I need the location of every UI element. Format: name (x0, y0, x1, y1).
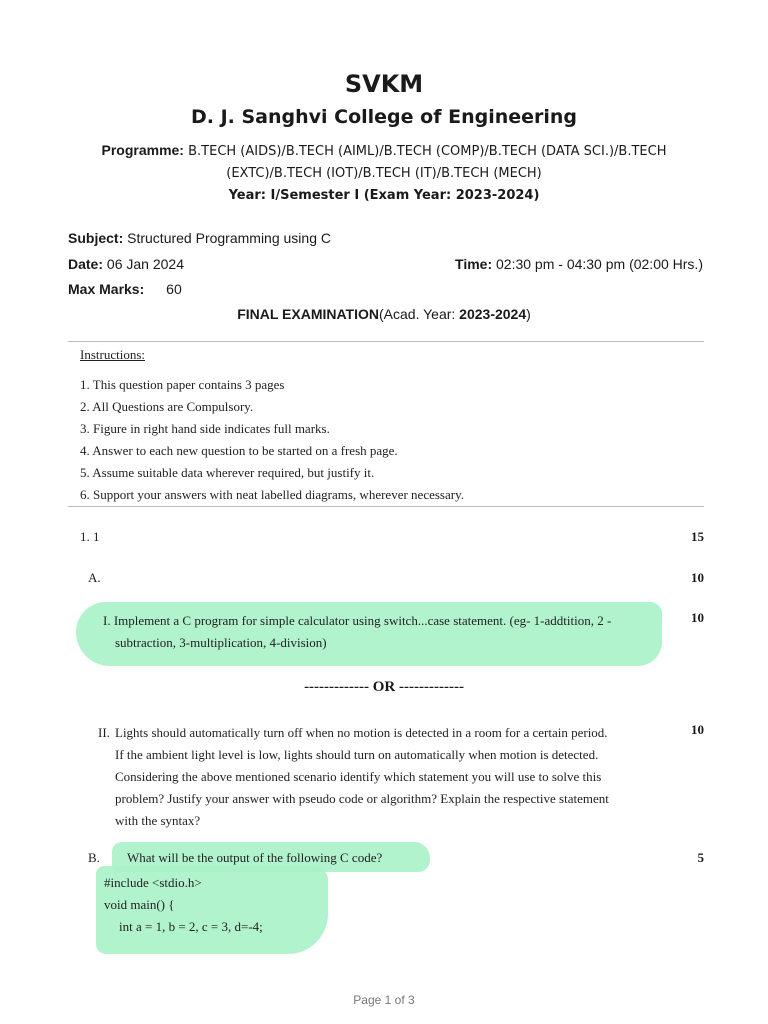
time-value: 02:30 pm - 04:30 pm (02:00 Hrs.) (496, 256, 703, 272)
instructions-list (80, 374, 464, 506)
subject-row (68, 230, 331, 246)
or-separator: ------------- OR ------------- (304, 679, 464, 695)
code-line: int a = 1, b = 2, c = 3, d=-4; (119, 919, 263, 934)
rule-top (68, 341, 704, 342)
date-row (68, 256, 184, 272)
max-marks-value: 60 (166, 281, 182, 297)
instructions-heading: Instructions: (80, 347, 145, 362)
question-i-line-2: subtraction, 3-multiplication, 4-division) (115, 635, 327, 650)
rule-bottom (68, 506, 704, 507)
date-value: 06 Jan 2024 (106, 256, 184, 272)
instruction-item: 3. Figure in right hand side indicates full marks. (80, 421, 330, 436)
instruction-item: 4. Answer to each new question to be started on a fresh page. (80, 443, 398, 458)
qb-label: B. (88, 850, 100, 865)
subject-label: Subject: (68, 230, 124, 246)
page-indicator: Page 1 of 3 (353, 993, 415, 1007)
qb-marks: 5 (697, 850, 704, 865)
qa-label: A. (88, 570, 101, 585)
max-marks-label: Max Marks: (68, 281, 145, 297)
code-line: void main() { (104, 897, 175, 912)
year-semester: Year: I/Semester I (Exam Year: 2023-2024) (228, 188, 540, 203)
code-block (104, 872, 263, 938)
qa-marks: 10 (691, 570, 704, 585)
programme-line-1: B.TECH (AIDS)/B.TECH (AIML)/B.TECH (COMP)/B.TECH (DATA SCI.)/B.TECH (188, 144, 667, 159)
programme (0, 139, 768, 185)
question-ii-line: If the ambient light level is low, lights should turn on automatically when motion is detected. (115, 747, 599, 762)
question-i-label: I. (103, 613, 111, 628)
question-ii-marks: 10 (691, 722, 704, 737)
q1-marks: 15 (691, 529, 704, 544)
instruction-item: 5. Assume suitable data wherever required, but justify it. (80, 465, 375, 480)
exam-acad-prefix: (Acad. Year: (379, 306, 460, 322)
instruction-item: 2. All Questions are Compulsory. (80, 399, 254, 414)
max-marks-row (68, 281, 182, 297)
instruction-item: 1. This question paper contains 3 pages (80, 377, 285, 392)
question-i (103, 610, 611, 654)
programme-line-2: (EXTC)/B.TECH (IOT)/B.TECH (IT)/B.TECH (MECH) (226, 166, 542, 181)
question-ii-line: with the syntax? (115, 813, 201, 828)
college-name: D. J. Sanghvi College of Engineering (190, 106, 578, 128)
exam-acad-suffix: ) (526, 306, 531, 322)
exam-acad-year: 2023-2024 (459, 306, 527, 322)
programme-label: Programme: (101, 142, 184, 158)
question-ii (98, 722, 658, 832)
exam-title-main: FINAL EXAMINATION (237, 306, 379, 322)
code-line: #include <stdio.h> (104, 875, 202, 890)
time-row (455, 256, 703, 272)
time-label: Time: (455, 256, 493, 272)
instruction-item: 6. Support your answers with neat labelled diagrams, wherever necessary. (80, 487, 464, 502)
exam-title (0, 306, 768, 322)
subject-value: Structured Programming using C (127, 230, 331, 246)
org-name: SVKM (344, 70, 424, 98)
question-ii-line: Considering the above mentioned scenario identify which statement you will use to solve this (115, 769, 602, 784)
question-ii-line: Lights should automatically turn off when no motion is detected in a room for a certain period. (115, 725, 608, 740)
question-i-marks: 10 (691, 610, 704, 625)
question-i-line-1: Implement a C program for simple calculator using switch...case statement. (eg- 1-addtition, 2 - (113, 613, 612, 628)
date-label: Date: (68, 256, 104, 272)
question-ii-label: II. (98, 725, 110, 740)
qb-question: What will be the output of the following C code? (127, 850, 383, 865)
q1-label: 1. 1 (80, 529, 100, 544)
question-ii-line: problem? Justify your answer with pseudo code or algorithm? Explain the respective statement (115, 791, 609, 806)
